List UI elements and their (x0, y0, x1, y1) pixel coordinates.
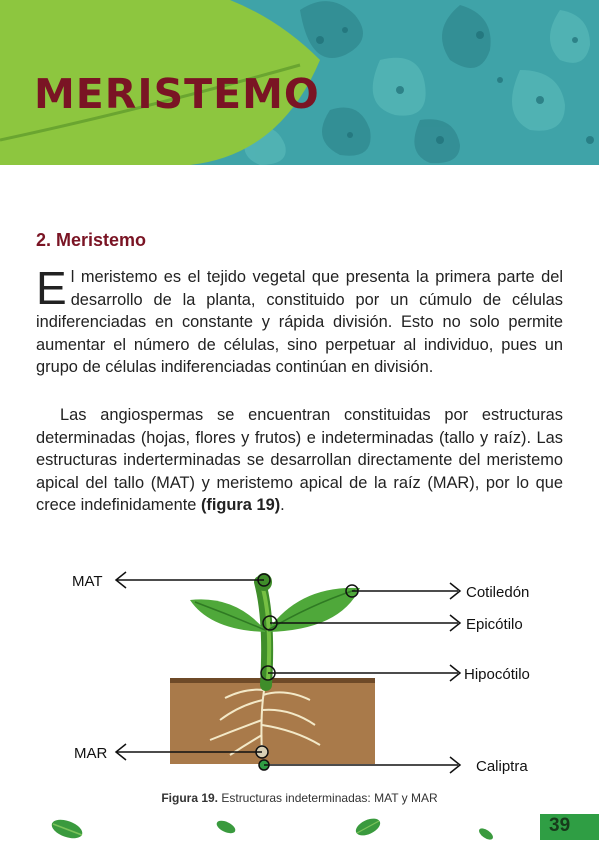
leaf-icon (49, 816, 85, 842)
label-mar: MAR (74, 745, 108, 762)
footer-leaves (0, 810, 540, 848)
caption-text: Estructuras indeterminadas: MAT y MAR (218, 791, 438, 805)
page-number: 39 (549, 815, 571, 836)
paragraph-2-end: . (280, 496, 285, 515)
leaf-icon (353, 815, 382, 839)
paragraph-2-text: Las angiospermas se encuentran constituidas por estructuras determinadas (hojas, flores y frutos) e indeterminadas (tallo y raíz). Las estructuras inderterminadas se desarrollan directamente del meristemo apical del tallo (MAT) y meristemo apical de la raíz (MAR), por lo que crece indefinidamente (36, 406, 563, 515)
caption-label: Figura 19. (161, 791, 219, 805)
paragraph-1 (36, 262, 563, 379)
plant-diagram (60, 560, 560, 790)
label-epicotilo: Epicótilo (466, 616, 523, 633)
drop-cap: E (36, 262, 67, 314)
label-caliptra: Caliptra (476, 758, 528, 775)
leaf-icon (215, 818, 237, 836)
soil (170, 678, 375, 764)
paragraph-2 (36, 404, 563, 517)
label-hipocotilo: Hipocótilo (464, 666, 530, 683)
figure-reference: (figura 19) (200, 496, 281, 515)
label-cotiledon: Cotiledón (466, 584, 530, 601)
page-title: MERISTEMO (34, 70, 320, 118)
section-heading: 2. Meristemo (36, 230, 147, 250)
paragraph-1-text: l meristemo es el tejido vegetal que presenta la primera parte del desarrollo de la planta, constituido por un cúmulo de células indiferenciadas en constante y rápida división. Esto no solo permite aumentar el número de células, sino perpetuar al individuo, pues un grupo de células indiferenciadas continúan en división. (36, 268, 563, 377)
label-mat: MAT (72, 573, 103, 590)
leaf-icon (477, 826, 495, 842)
figure-caption (0, 791, 599, 805)
